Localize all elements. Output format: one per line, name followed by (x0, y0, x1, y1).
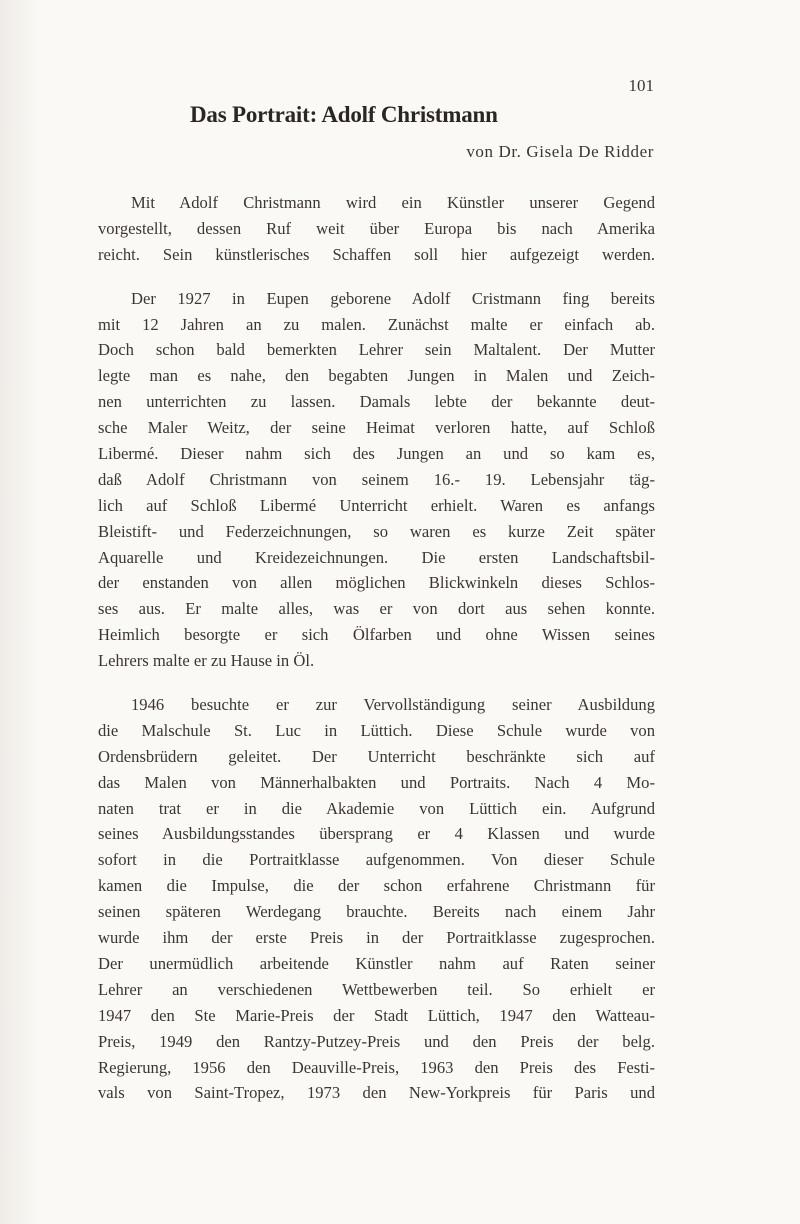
paragraph-2 (98, 286, 655, 674)
text-line: vorgestellt, dessen Ruf weit über Europa bis nach Amerika (98, 218, 655, 238)
text-line: Preis, 1949 den Rantzy-Putzey-Preis und den Preis der belg. (98, 1031, 655, 1051)
paragraph-1 (98, 190, 655, 268)
text-line: Heimlich besorgte er sich Ölfarben und ohne Wissen seines (98, 625, 655, 645)
text-line: nen unterrichten zu lassen. Damals lebte der bekannte deut- (98, 392, 655, 412)
text-line: Regierung, 1956 den Deauville-Preis, 1963 den Preis des Festi- (98, 1057, 655, 1077)
text-line: Lehrers malte er zu Hause in Öl. (98, 651, 315, 671)
article-author: von Dr. Gisela De Ridder (466, 142, 654, 161)
text-line: sche Maler Weitz, der seine Heimat verloren hatte, auf Schloß (98, 418, 655, 438)
text-line: reicht. Sein künstlerisches Schaffen soll hier aufgezeigt werden. (98, 244, 655, 264)
page-number: 101 (628, 76, 654, 95)
text-line: 1947 den Ste Marie-Preis der Stadt Lüttich, 1947 den Watteau- (98, 1005, 655, 1025)
text-line: naten trat er in die Akademie von Lüttich ein. Aufgrund (98, 798, 655, 818)
text-line: Bleistift- und Federzeichnungen, so waren es kurze Zeit später (98, 521, 655, 541)
text-line: mit 12 Jahren an zu malen. Zunächst malte er einfach ab. (98, 314, 655, 334)
text-line: seines Ausbildungsstandes übersprang er 4 Klassen und wurde (98, 824, 655, 844)
article-title: Das Portrait: Adolf Christmann (190, 102, 498, 127)
text-line: der enstanden von allen möglichen Blickwinkeln dieses Schlos- (98, 573, 655, 593)
text-line: das Malen von Männerhalbakten und Portraits. Nach 4 Mo- (98, 772, 655, 792)
text-line: wurde ihm der erste Preis in der Portraitklasse zugesprochen. (98, 928, 655, 948)
text-line: daß Adolf Christmann von seinem 16.- 19. Lebensjahr täg- (98, 469, 655, 489)
text-line: vals von Saint-Tropez, 1973 den New-Yorkpreis für Paris und (98, 1083, 655, 1103)
text-line: lich auf Schloß Libermé Unterricht erhielt. Waren es anfangs (98, 495, 655, 515)
text-line: Libermé. Dieser nahm sich des Jungen an und so kam es, (98, 444, 655, 464)
paragraph-3 (98, 692, 655, 1106)
text-line: Aquarelle und Kreidezeichnungen. Die ersten Landschaftsbil- (98, 547, 655, 567)
text-line: 1946 besuchte er zur Vervollständigung seiner Ausbildung (131, 695, 655, 715)
text-line: Der 1927 in Eupen geborene Adolf Cristmann fing bereits (131, 288, 655, 308)
text-line: kamen die Impulse, die der schon erfahrene Christmann für (98, 876, 655, 896)
text-line: Der unermüdlich arbeitende Künstler nahm auf Raten seiner (98, 953, 655, 973)
text-line: Lehrer an verschiedenen Wettbewerben teil. So erhielt er (98, 979, 655, 999)
text-line: sofort in die Portraitklasse aufgenommen. Von dieser Schule (98, 850, 655, 870)
page-edge-shadow (0, 0, 40, 1224)
text-line: die Malschule St. Luc in Lüttich. Diese Schule wurde von (98, 720, 655, 740)
text-line: Ordensbrüdern geleitet. Der Unterricht beschränkte sich auf (98, 746, 655, 766)
text-line: legte man es nahe, den begabten Jungen in Malen und Zeich- (98, 366, 655, 386)
text-line: Mit Adolf Christmann wird ein Künstler unserer Gegend (131, 193, 655, 212)
article-body (98, 190, 655, 1124)
text-line: Doch schon bald bemerkten Lehrer sein Maltalent. Der Mutter (98, 340, 655, 360)
text-line: ses aus. Er malte alles, was er von dort aus sehen konnte. (98, 599, 655, 619)
text-line: seinen späteren Werdegang brauchte. Bereits nach einem Jahr (98, 902, 655, 922)
